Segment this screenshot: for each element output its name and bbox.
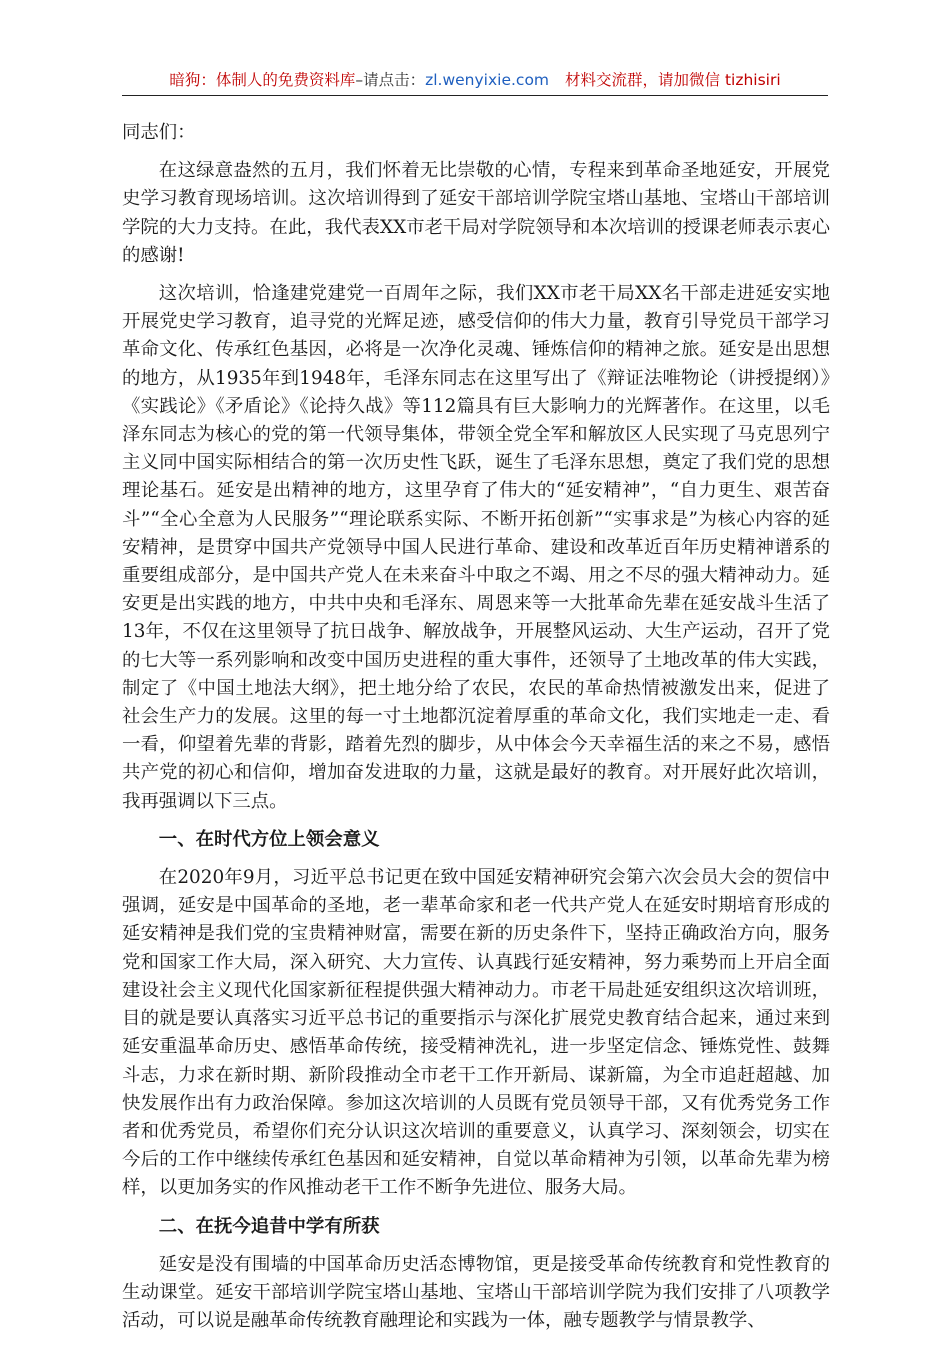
header-divider [122,95,828,96]
header-prompt: –请点击： [355,71,426,89]
salutation: 同志们： [122,122,196,143]
section-heading-2: 二、在抚今追昔中学有所获 [158,1215,380,1237]
page-header [122,68,828,92]
paragraph-intro: 在这绿意盎然的五月，我们怀着无比崇敬的心情，专程来到革命圣地延安，开展党史学习教育现场培训。这次培训得到了延安干部培训学院宝塔山基地、宝塔山干部培训学院的大力支持。在此，我代表XX市老干局对学院领导和本次培训的授课老师表示衷心的感谢! [122,160,830,266]
header-brand: 暗狗：体制人的免费资料库 [169,71,356,89]
paragraph-yanan: 这次培训，恰逢建党建党一百周年之际，我们XX市老干局XX名干部走进延安实地开展党史学习教育，追寻党的光辉足迹，感受信仰的伟大力量，教育引导党员干部学习革命文化、传承红色基因，必将是一次净化灵魂、锤炼信仰的精神之旅。延安是出思想的地方，从1935年到1948年，毛泽东同志在这里写出了《辩证法唯物论（讲授提纲）》《实践论》《矛盾论》《论持久战》等112篇具有巨大影响力的光辉著作。在这里，以毛泽东同志为核心的党的第一代领导集体，带领全党全军和解放区人民实现了马克思列宁主义同中国实际相结合的第一次历史性飞跃，诞生了毛泽东思想，奠定了我们党的思想理论基石。延安是出精神的地方，这里孕育了伟大的“延安精神”，“自力更生、艰苦奋斗”“全心全意为人民服务”“理论联系实际、不断开拓创新”“实事求是”为核心内容的延安精神，是贯穿中国共产党领导中国人民进行革命、建设和改革近百年历史精神谱系的重要组成部分，是中国共产党人在未来奋斗中取之不竭、用之不尽的强大精神动力。延安更是出实践的地方，中共中央和毛泽东、周恩来等一大批革命先辈在延安战斗生活了13年，不仅在这里领导了抗日战争、解放战争，开展整风运动、大生产运动，召开了党的七大等一系列影响和改变中国历史进程的重大事件，还领导了土地改革的伟大实践，制定了《中国土地法大纲》，把土地分给了农民，农民的革命热情被激发出来，促进了社会生产力的发展。这里的每一寸土地都沉淀着厚重的革命文化，我们实地走一走、看一看，仰望着先辈的背影，踏着先烈的脚步，从中体会今天幸福生活的来之不易，感悟共产党的初心和信仰，增加奋发进取的力量，这就是最好的教育。对开展好此次培训，我再强调以下三点。 [122,283,830,812]
section-text-1: 在2020年9月，习近平总书记更在致中国延安精神研究会第六次会员大会的贺信中强调，延安是中国革命的圣地，老一辈革命家和老一代共产党人在延安时期培育形成的延安精神是我们党的宝贵精神财富，需要在新的历史条件下，坚持正确政治方向，服务党和国家工作大局，深入研究、大力宣传、认真践行延安精神，努力乘势而上开启全面建设社会主义现代化国家新征程提供强大精神动力。市老干局赴延安组织这次培训班，目的就是要认真落实习近平总书记的重要指示与深化扩展党史教育结合起来，通过来到延安重温革命历史、感悟革命传统，接受精神洗礼，进一步坚定信念、锤炼党性、鼓舞斗志，力求在新时期、新阶段推动全市老干工作开新局、谋新篇，为全市追赶超越、加快发展作出有力政治保障。参加这次培训的人员既有党员领导干部，又有优秀党务工作者和优秀党员，希望你们充分认识这次培训的重要意义，认真学习、深刻领会，切实在今后的工作中继续传承红色基因和延安精神，自觉以革命精神为引领，以革命先辈为榜样，以更加务实的作风推动老干工作不断争先进位、服务大局。 [122,867,830,1199]
section-heading-1: 一、在时代方位上领会意义 [158,828,380,850]
header-wechat-note: 材料交流群，请加微信 tizhisiri [565,71,781,89]
section-text-2: 延安是没有围墙的中国革命历史活态博物馆，更是接受革命传统教育和党性教育的生动课堂。延安干部培训学院宝塔山基地、宝塔山干部培训学院为我们安排了八项教学活动，可以说是融革命传统教育融理论和实践为一体，融专题教学与情景教学、 [122,1253,830,1332]
header-url-link[interactable]: zl.wenyixie.com [425,71,550,89]
document-body [122,119,830,1345]
